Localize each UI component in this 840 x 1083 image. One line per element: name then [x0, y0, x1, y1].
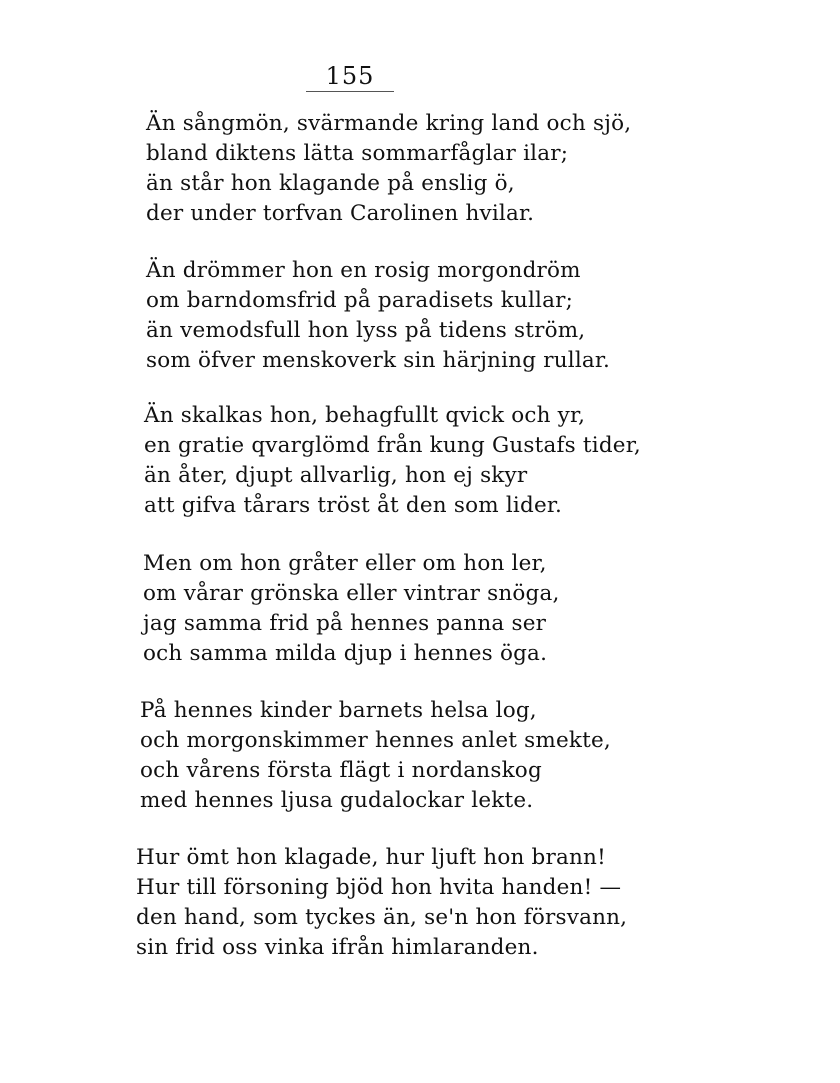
poem-line: Än skalkas hon, behagfullt qvick och yr,: [144, 403, 586, 428]
poem-line: och samma milda djup i hennes öga.: [143, 641, 548, 666]
poem-line: än åter, djupt allvarlig, hon ej skyr: [144, 463, 528, 488]
page-number-rule: [306, 91, 394, 92]
poem-line: om vårar grönska eller vintrar snöga,: [143, 581, 560, 606]
poem-line: och vårens första flägt i nordanskog: [140, 758, 542, 783]
poem-line: Men om hon gråter eller om hon ler,: [143, 551, 547, 576]
poem-line: der under torfvan Carolinen hvilar.: [146, 201, 535, 226]
poem-line: Hur ömt hon klagade, hur ljuft hon brann!: [136, 845, 606, 870]
stanza: [136, 843, 627, 963]
poem-line: den hand, som tyckes än, se'n hon försvann,: [136, 905, 628, 930]
poem-line: att gifva tårars tröst åt den som lider.: [144, 493, 563, 518]
poem-line: och morgonskimmer hennes anlet smekte,: [140, 728, 611, 753]
poem-line: än vemodsfull hon lyss på tidens ström,: [146, 318, 586, 343]
page-number: 155: [325, 62, 375, 90]
poem-line: om barndomsfrid på paradisets kullar;: [146, 288, 574, 313]
poem-line: bland diktens lätta sommarfåglar ilar;: [146, 141, 569, 166]
poem-line: Än sångmön, svärmande kring land och sjö,: [146, 111, 632, 136]
stanza: [143, 549, 560, 669]
poem-line: en gratie qvarglömd från kung Gustafs tider,: [144, 433, 641, 458]
stanza: [144, 401, 641, 521]
poem-line: jag samma frid på hennes panna ser: [143, 611, 547, 636]
poem-line: På hennes kinder barnets helsa log,: [140, 698, 537, 723]
poem-line: Än drömmer hon en rosig morgondröm: [146, 258, 581, 283]
stanza: [146, 256, 610, 376]
poem-line: sin frid oss vinka ifrån himlaranden.: [136, 935, 539, 960]
stanza: [140, 696, 611, 816]
poem-line: med hennes ljusa gudalockar lekte.: [140, 788, 534, 813]
poem-line: Hur till försoning bjöd hon hvita handen! —: [136, 875, 622, 900]
poem-line: som öfver menskoverk sin härjning rullar.: [146, 348, 611, 373]
stanza: [146, 109, 631, 229]
poem-line: än står hon klagande på enslig ö,: [146, 171, 515, 196]
